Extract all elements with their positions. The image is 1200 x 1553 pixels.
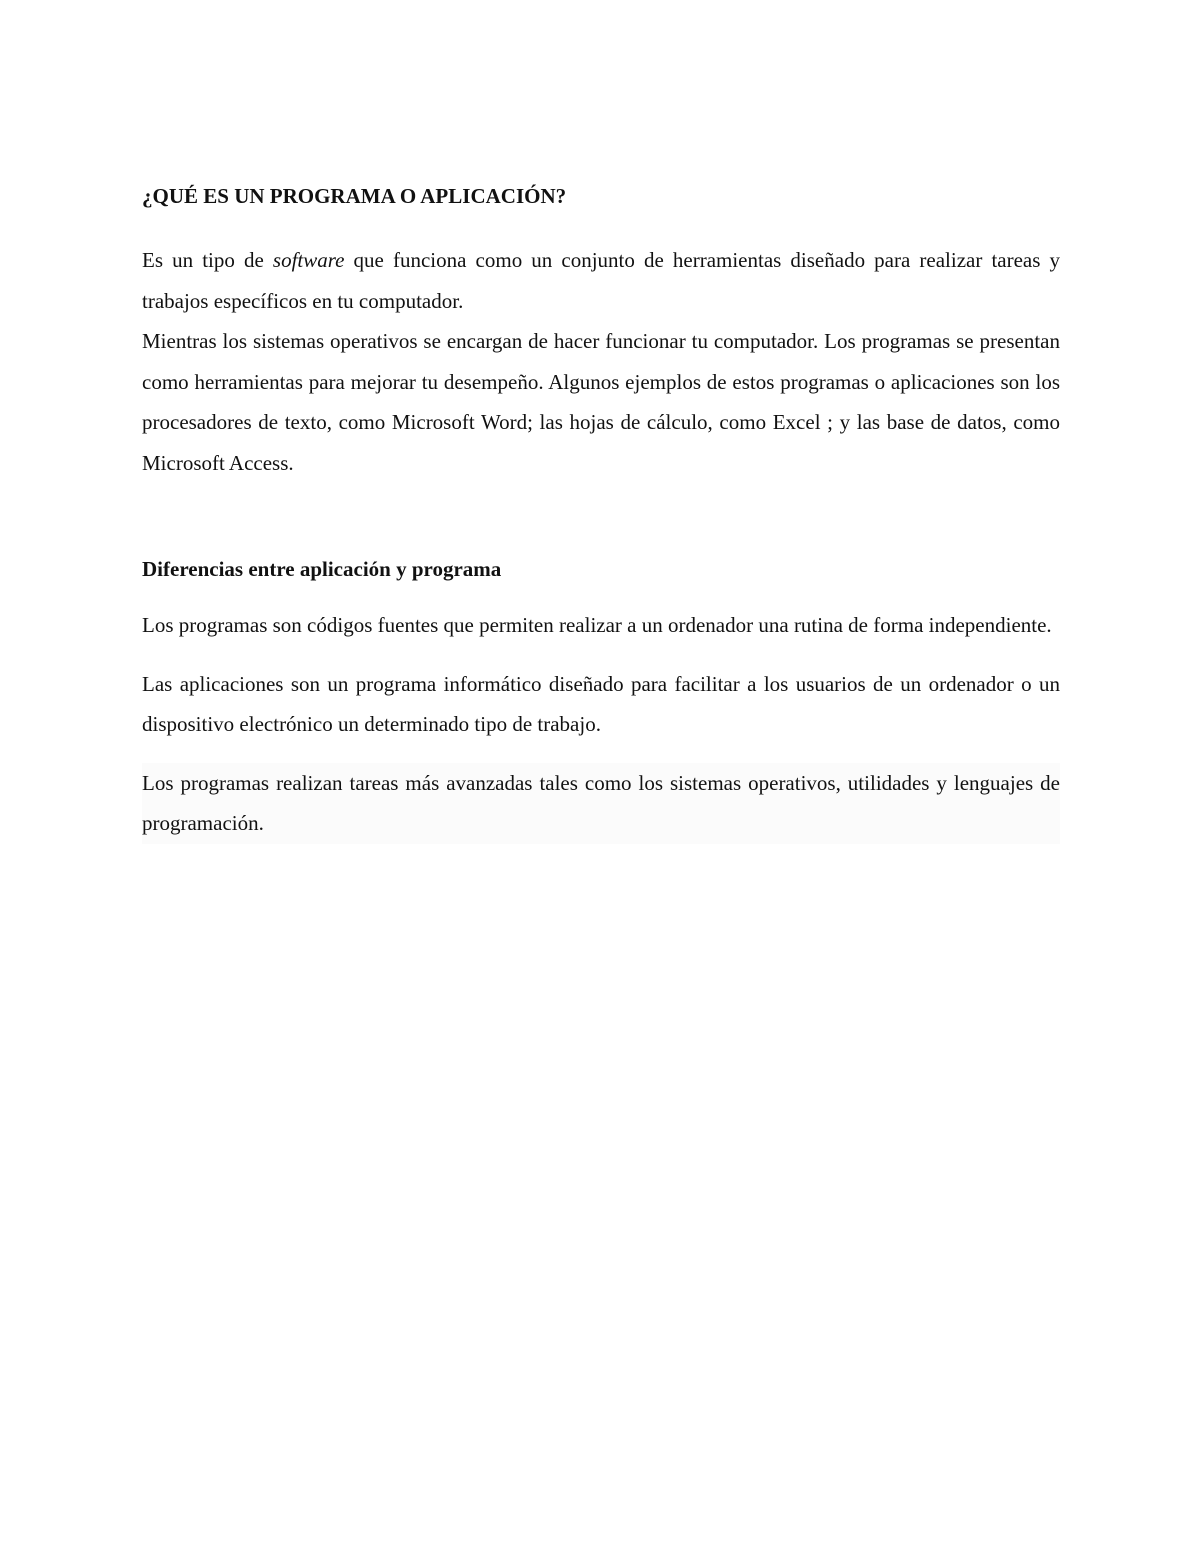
section-spacer <box>142 483 1060 555</box>
paragraph-examples: Mientras los sistemas operativos se encargan de hacer funcionar tu computador. Los programas se presentan como herramientas para mejorar tu desempeño. Algunos ejemplos de estos programas o aplicaciones son los procesadores de texto, como Microsoft Word; las hojas de cálculo, como Excel ; y las base de datos, como Microsoft Access. <box>142 329 1060 475</box>
document-body <box>142 182 1060 844</box>
definition-text-start: Es un tipo de <box>142 248 273 272</box>
section-title-que-es: ¿QUÉ ES UN PROGRAMA O APLICACIÓN? <box>142 184 567 208</box>
section-title-diferencias: Diferencias entre aplicación y programa <box>142 557 502 581</box>
paragraph-programas: Los programas son códigos fuentes que permiten realizar a un ordenador una rutina de forma independiente. <box>142 613 1052 637</box>
paragraph-tareas-avanzadas: Los programas realizan tareas más avanzadas tales como los sistemas operativos, utilidades y lenguajes de programación. <box>142 763 1060 844</box>
paragraph-aplicaciones: Las aplicaciones son un programa informático diseñado para facilitar a los usuarios de un ordenador o un dispositivo electrónico un determinado tipo de trabajo. <box>142 671 1060 736</box>
paragraph-definition <box>142 240 1060 321</box>
definition-text-end: que funciona como un conjunto de herramientas diseñado para realizar tareas y trabajos específicos en tu computador. <box>142 248 1060 313</box>
definition-software-term: software <box>272 248 345 272</box>
